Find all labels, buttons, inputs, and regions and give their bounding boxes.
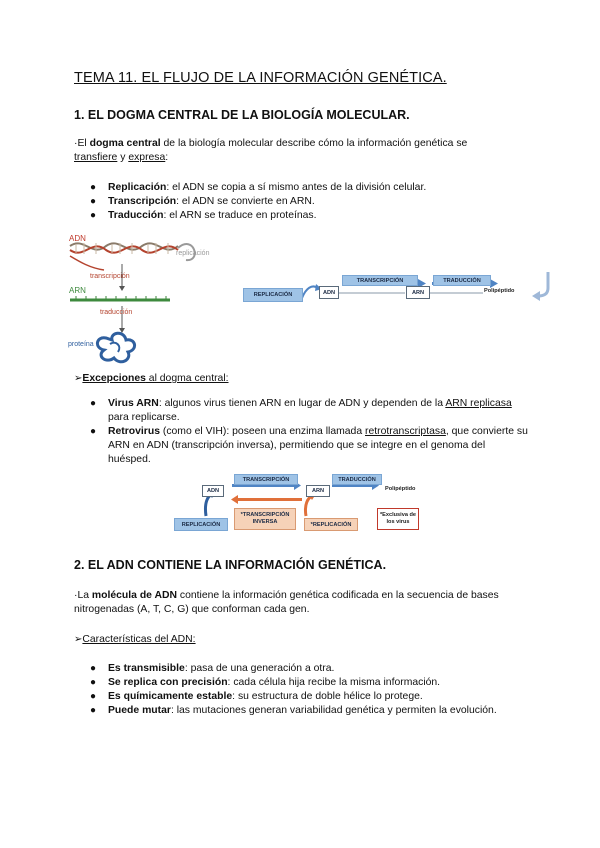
label-polipeptido: Polipéptido (385, 486, 416, 492)
box-replicacion-virus: *REPLICACIÓN (304, 518, 358, 531)
bullet-icon: ● (90, 705, 97, 716)
list-item (90, 425, 530, 467)
exceptions-list (90, 397, 530, 467)
protein-icon (97, 333, 134, 362)
list-item (90, 704, 560, 718)
box-adn: ADN (202, 485, 224, 497)
item-bold: Puede mutar (108, 705, 171, 716)
exceptions-bold: Excepciones (82, 373, 146, 384)
page-title: TEMA 11. EL FLUJO DE LA INFORMACIÓN GENÉTICA. (74, 70, 447, 86)
item-bold: Traducción (108, 210, 164, 221)
exceptions-heading (74, 372, 229, 386)
fig-transcripcion-label: transcripción (90, 273, 130, 280)
item-text: : pasa de una generación a otra. (184, 663, 335, 674)
item-text: : algunos virus tienen ARN en lugar de ADN y dependen de la (158, 398, 446, 409)
bullet-icon: ● (90, 677, 97, 688)
item-text: : el ARN se traduce en proteínas. (163, 210, 317, 221)
list-item (90, 676, 560, 690)
bullet-icon: ● (90, 196, 97, 207)
box-transcripcion: TRANSCRIPCIÓN (342, 275, 418, 286)
adn-replication-arrow (205, 494, 212, 516)
list-item (90, 209, 550, 223)
bullet-icon: ● (90, 398, 97, 409)
list-item (90, 662, 560, 676)
bullet-icon: ● (90, 426, 97, 437)
item-underlined: ARN replicasa (445, 398, 512, 409)
list-item (90, 181, 550, 195)
list-item (90, 397, 530, 425)
list-item (90, 690, 560, 704)
item-bold: Se replica con precisión (108, 677, 228, 688)
dna-helix-icon (70, 243, 178, 254)
bullet-icon: ● (90, 210, 97, 221)
fig-arn-label: ARN (69, 286, 86, 295)
box-transcripcion: TRANSCRIPCIÓN (234, 474, 298, 485)
bullet-icon: ● (90, 182, 97, 193)
box-adn: ADN (319, 286, 339, 299)
item-bold: Retrovirus (108, 426, 160, 437)
item-text: : cada célula hija recibe la misma información. (227, 677, 441, 688)
intro-rest: contiene la información genética codificada en la secuencia de bases nitrogenadas (A, T, C, G) que conforman cada gen. (74, 590, 499, 615)
item-bold: Replicación (108, 182, 167, 193)
intro-prefix: ·El (74, 138, 90, 149)
fig-adn-label: ADN (69, 234, 86, 243)
dogma-list (90, 181, 550, 223)
characteristics-label: Características del ADN: (82, 634, 196, 645)
item-text: : las mutaciones generan variabilidad genética y permiten la evolución. (170, 705, 497, 716)
list-item (90, 195, 550, 209)
intro-prefix: ·La (74, 590, 92, 601)
item-text-end: , que convierte su ARN en ADN (transcripción inversa), permitiendo que se integre en el genoma del huésped. (108, 426, 528, 465)
dogma-flow-diagram (240, 270, 560, 315)
item-text: : su estructura de doble hélice lo protege. (232, 691, 423, 702)
bullet-icon: ● (90, 663, 97, 674)
section2-heading: 2. EL ADN CONTIENE LA INFORMACIÓN GENÉTICA. (74, 558, 387, 572)
arn-replication-arrow (305, 496, 312, 516)
item-bold: Es transmisible (108, 663, 185, 674)
label-polipeptido: Polipéptido (484, 288, 515, 294)
intro-bold: dogma central (89, 138, 161, 149)
item-text: : el ADN se copia a sí mismo antes de la división celular. (166, 182, 427, 193)
intro-y: y (117, 152, 129, 163)
item-text: (como el VIH): poseen una enzima llamada (159, 426, 365, 437)
section1-heading: 1. EL DOGMA CENTRAL DE LA BIOLOGÍA MOLECULAR. (74, 108, 410, 122)
note-exclusiva: *Exclusiva de los virus (377, 508, 419, 530)
intro-expresa: expresa (128, 152, 166, 163)
intro-end: : (165, 152, 169, 163)
intro-transfiere: transfiere (74, 152, 118, 163)
dna-flow-illustration (66, 232, 226, 367)
item-text-end: para replicarse. (108, 412, 180, 423)
box-replicacion: REPLICACIÓN (174, 518, 228, 531)
characteristics-heading (74, 633, 196, 647)
bullet-icon: ● (90, 691, 97, 702)
box-arn: ARN (306, 485, 330, 497)
box-arn: ARN (406, 286, 430, 299)
fig-traduccion-label: traducción (100, 309, 133, 316)
characteristics-list (90, 662, 560, 718)
box-replicacion: REPLICACIÓN (243, 288, 303, 302)
item-underlined: retrotranscriptasa (365, 426, 446, 437)
section2-intro (74, 589, 534, 617)
intro-bold: molécula de ADN (91, 590, 177, 601)
retrovirus-flow-diagram (172, 472, 434, 534)
fig-proteina-label: proteína (68, 341, 94, 348)
item-bold: Virus ARN (108, 398, 159, 409)
box-traduccion: TRADUCCIÓN (433, 275, 491, 286)
item-text: : el ADN se convierte en ARN. (176, 196, 315, 207)
arrow-bullet-icon: ➢ (74, 373, 83, 384)
item-bold: Es químicamente estable (108, 691, 233, 702)
fig-replicacion-label: replicación (176, 250, 210, 257)
item-bold: Transcripción (108, 196, 177, 207)
arrow-bullet-icon: ➢ (74, 634, 83, 645)
exceptions-rest: al dogma central: (145, 373, 229, 384)
box-traduccion: TRADUCCIÓN (332, 474, 382, 485)
box-transcripcion-inversa: *TRANSCRIPCIÓN INVERSA (234, 508, 296, 530)
section1-intro (74, 137, 534, 165)
intro-mid: de la biología molecular describe cómo la información genética se (160, 138, 468, 149)
